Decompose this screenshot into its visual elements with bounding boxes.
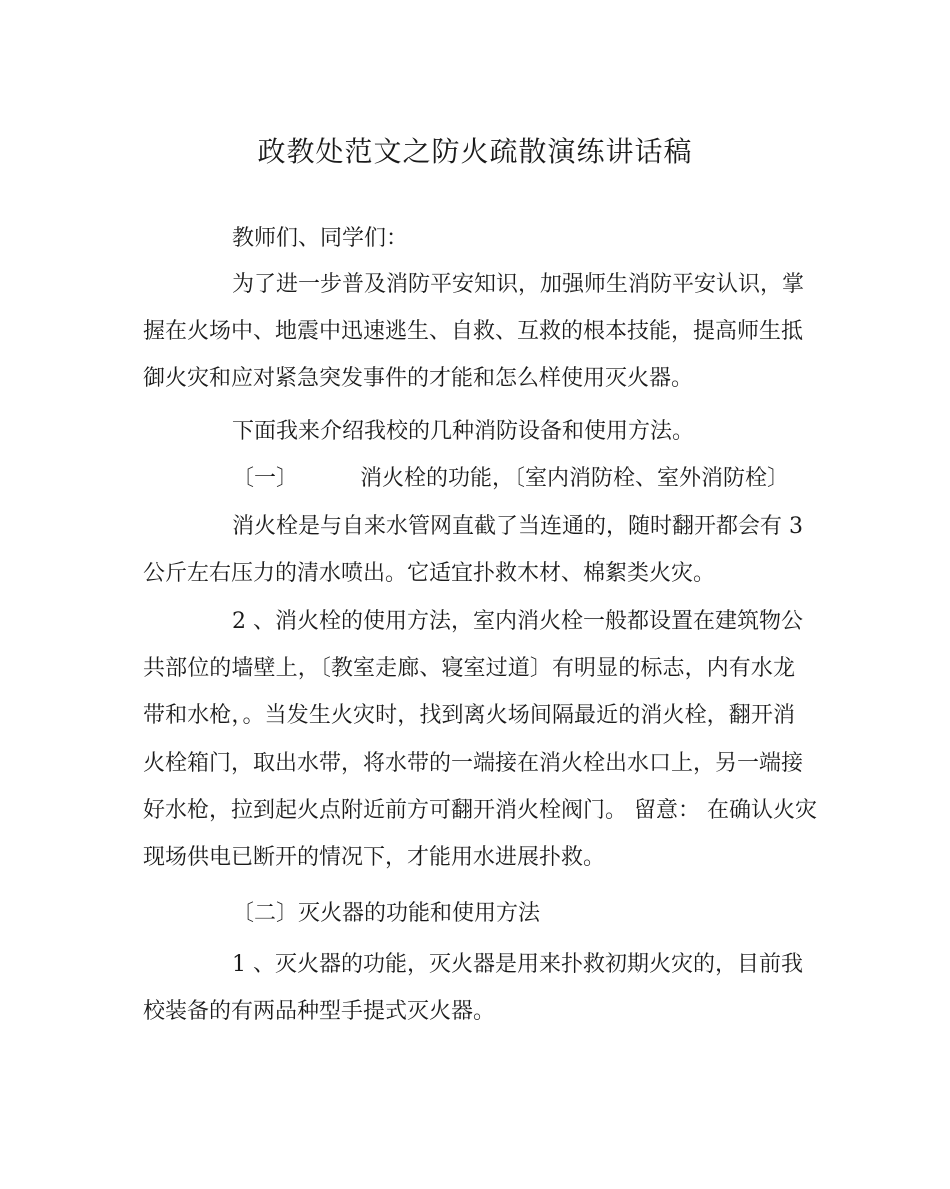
paragraph-usage-line-3: 带和水枪，。当发生火灾时，找到离火场间隔最近的消火栓，翻开消 (143, 703, 795, 728)
section-two-heading: 〔二〕灭火器的功能和使用方法 (232, 901, 541, 926)
paragraph-usage-line-4: 火栓箱门，取出水带，将水带的一端接在消火栓出水口上，另一端接 (143, 751, 804, 776)
paragraph-hydrant-line-2: 公斤左右压力的清水喷出。它适宜扑救木材、棉絮类火灾。 (143, 561, 716, 586)
page-title: 政教处范文之防火疏散演练讲话稿 (257, 135, 693, 168)
salutation-line: 教师们、同学们： (232, 226, 409, 251)
paragraph-extinguisher-line-2: 校装备的有两品种型手提式灭火器。 (143, 999, 496, 1024)
paragraph-usage-line-5: 好水枪，拉到起火点附近前方可翻开消火栓阀门。 留意： 在确认火灾 (143, 798, 817, 823)
paragraph-usage-line-1: 2 、消火栓的使用方法，室内消火栓一般都设置在建筑物公 (232, 609, 803, 634)
paragraph-usage-line-2: 共部位的墙壁上，〔教室走廊、寝室过道〕有明显的标志，内有水龙 (143, 656, 795, 681)
paragraph-extinguisher-line-1: 1 、灭火器的功能，灭火器是用来扑救初期火灾的，目前我 (232, 952, 803, 977)
section-one-number: 〔一〕 (232, 466, 299, 491)
paragraph-intro-line-3: 御火灾和应对紧急突发事件的才能和怎么样使用灭火器。 (143, 366, 694, 391)
section-one-text: 消火栓的功能，〔室内消防栓、室外消防栓〕 (360, 466, 790, 491)
paragraph-intro-line-2: 握在火场中、地震中迅速逃生、自救、互救的根本技能，提高师生抵 (143, 319, 804, 344)
paragraph-hydrant-line-1: 消火栓是与自来水管网直截了当连通的，随时翻开都会有 3 (232, 514, 803, 539)
paragraph-equipment-line: 下面我来介绍我校的几种消防设备和使用方法。 (232, 419, 695, 444)
paragraph-intro-line-1: 为了进一步普及消防平安知识，加强师生消防平安认识，掌 (232, 272, 805, 297)
section-one-heading (232, 464, 792, 494)
paragraph-usage-line-6: 现场供电已断开的情况下，才能用水进展扑救。 (143, 845, 606, 870)
